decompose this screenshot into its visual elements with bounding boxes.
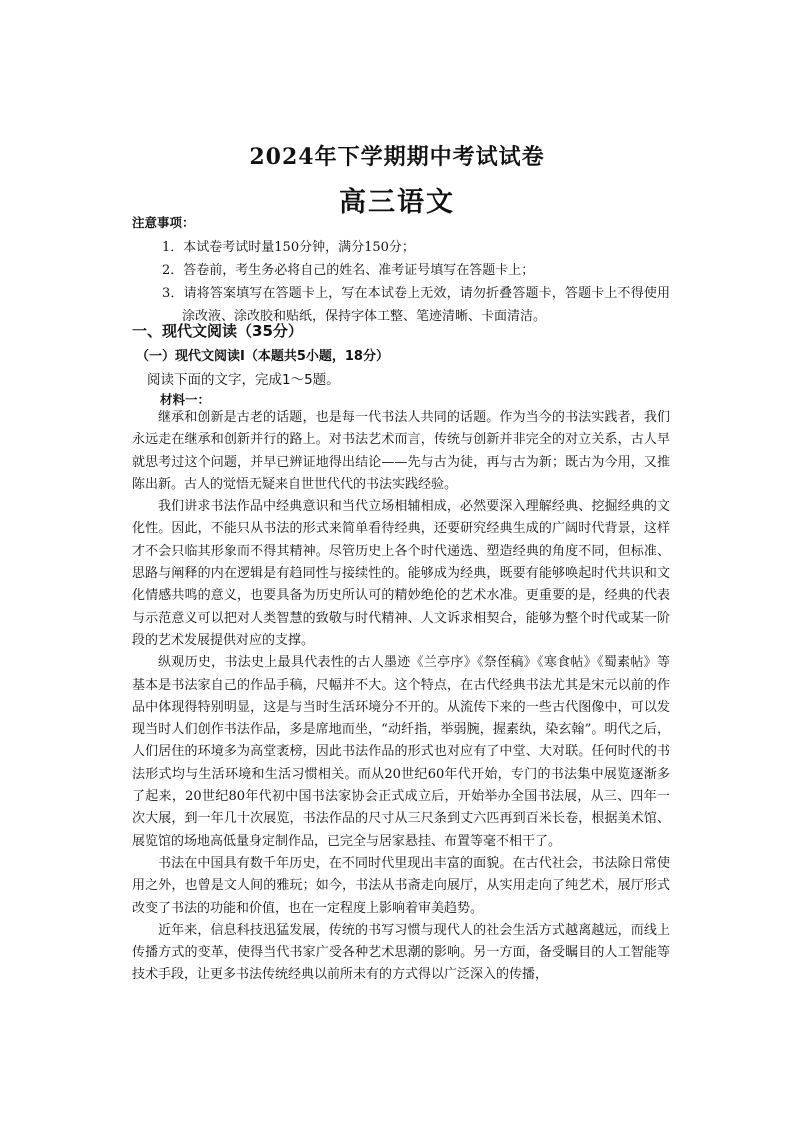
notice-item: 3．请将答案填写在答题卡上，写在本试卷上无效，请勿折叠答题卡，答题卡上不得使用涂改液、涂改胶和贴纸，保持字体工整、笔迹清晰、卡面清洁。 <box>162 286 670 324</box>
material-text <box>132 407 670 987</box>
paragraph: 纵观历史，书法史上最具代表性的古人墨迹《兰亭序》《祭侄稿》《寒食帖》《蜀素帖》等基本是书法家自己的作品手稿，尺幅并不大。这个特点，在古代经典书法尤其是宋元以前的作品中体现得特别明显，这是与当时生活环境分不开的。从流传下来的一些古代图像中，可以发现当时人们创作书法作品，多是席地而坐，“动纤指，举弱腕，握素纨，染玄翰”。明代之后，人们居住的环境多为高堂袤榜，因此书法作品的形式也对应有了中堂、大对联。任何时代的书法形式均与生活环境和生活习惯相关。而从20世纪60年代开始，专门的书法集中展览逐渐多了起来，20世纪80年代初中国书法家协会正式成立后，开始举办全国书法展，从三、四年一次大展，到一年几十次展览，书法作品的尺寸从三尺条到丈六匹再到百米长卷，根据美术馆、展览馆的场地高低量身定制作品，已完全与居家悬挂、布置等毫不相干了。 <box>132 655 670 849</box>
material-label: 材料一： <box>160 392 211 407</box>
paragraph: 我们讲求书法作品中经典意识和当代立场相辅相成，必然要深入理解经典、挖掘经典的文化性。因此，不能只从书法的形式来简单看待经典，还要研究经典生成的广阔时代背景，这样才不会只临其形象而不得其精神。尽管历史上各个时代递选、塑造经典的角度不同，但标准、思路与阐释的内在逻辑是有趋同性与接续性的。能够成为经典，既要有能够唤起时代共识和文化情感共鸣的意义，也要具备为历史所认可的精妙绝伦的艺术水准。更重要的是，经典的代表与示范意义可以把对人类智慧的致敬与时代精神、人文诉求相契合，能够为整个时代或某一阶段的艺术发展提供对应的支撑。 <box>132 499 670 648</box>
subject-title: 高三语文 <box>339 187 455 218</box>
paragraph: 继承和创新是古老的话题，也是每一代书法人共同的话题。作为当今的书法实践者，我们永远走在继承和创新并行的路上。对书法艺术而言，传统与创新并非完全的对立关系，古人早就思考过这个问题，并早已辨证地得出结论——先与古为徒，再与古为新；既古为今用，又推陈出新。古人的觉悟无疑来自世世代代的书法实践经验。 <box>132 410 670 492</box>
exam-title: 2024年下学期期中考试试卷 <box>249 144 545 170</box>
paragraph: 书法在中国具有数千年历史，在不同时代里现出丰富的面貌。在古代社会，书法除日常使用之外，也曾是文人间的雅玩；如今，书法从书斋走向展厅，从实用走向了纯艺术，展厅形式改变了书法的功能和价值，也在一定程度上影响着审美趋势。 <box>132 855 670 916</box>
notice-item: 1．本试卷考试时量150分钟，满分150分； <box>162 240 415 255</box>
notice-item: 2．答卷前，考生务必将自己的姓名、准考证号填写在答题卡上； <box>162 263 535 278</box>
subsection-title: （一）现代文阅读Ⅰ（本题共5小题，18分） <box>136 349 389 364</box>
paragraph: 近年来，信息科技迅猛发展，传统的书写习惯与现代人的社会生活方式越离越远，而线上传播方式的变革，使得当代书家广受各种艺术思潮的影响。另一方面，备受瞩目的人工智能等技术手段，让更多书法传统经典以前所未有的方式得以广泛深入的传播， <box>132 922 670 983</box>
reading-instruction: 阅读下面的文字，完成1～5题。 <box>147 372 340 388</box>
notice-heading: 注意事项： <box>132 215 195 230</box>
notice-list <box>162 236 670 328</box>
section-title: 一、现代文阅读（35分） <box>132 322 303 340</box>
